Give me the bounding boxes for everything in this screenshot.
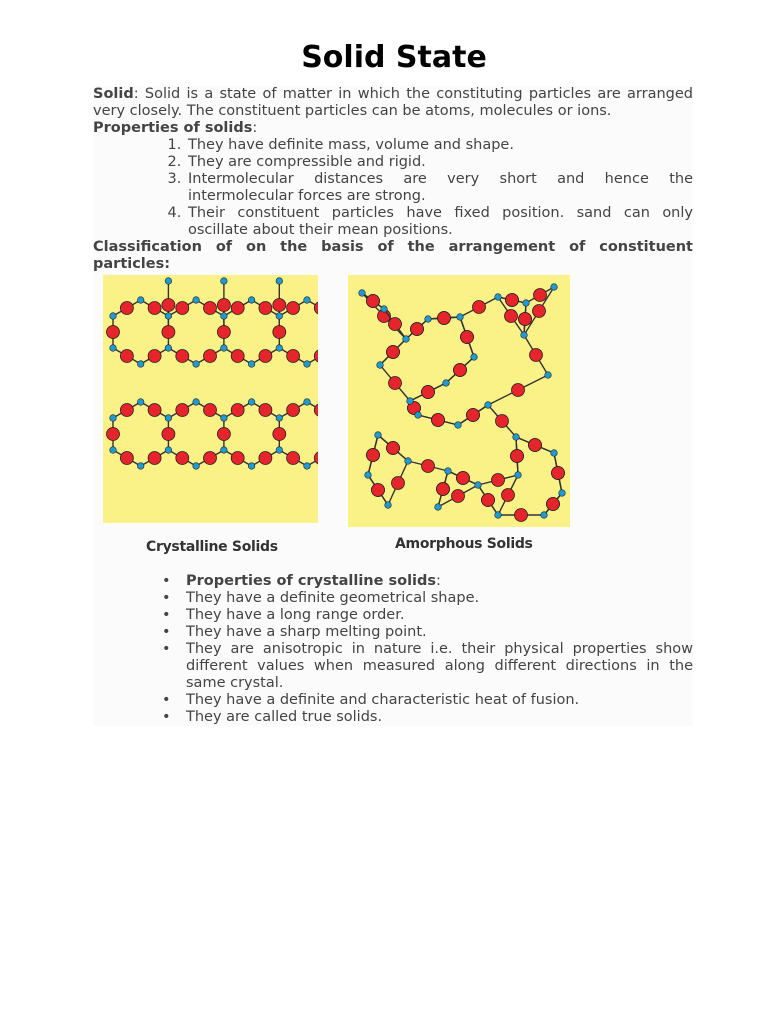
blue-atom (385, 502, 392, 509)
blue-atom (523, 300, 530, 307)
red-atom (492, 474, 505, 487)
red-atom (162, 326, 175, 339)
page-title: Solid State (301, 40, 487, 75)
red-atom (287, 302, 300, 315)
red-atom (547, 498, 560, 511)
red-atom (530, 349, 543, 362)
blue-atom (276, 415, 283, 422)
red-atom (204, 350, 217, 363)
list-item: • They are called true solids. (186, 709, 693, 726)
properties-heading-colon: : (252, 120, 258, 136)
red-atom (217, 326, 230, 339)
red-atom (259, 404, 272, 417)
red-atom (259, 302, 272, 315)
blue-atom (165, 447, 172, 454)
red-atom (454, 364, 467, 377)
blue-atom (110, 447, 117, 454)
blue-atom (137, 297, 144, 304)
red-atom (411, 323, 424, 336)
red-atom (231, 350, 244, 363)
blue-atom (193, 399, 200, 406)
blue-atom (445, 468, 452, 475)
blue-atom (403, 336, 410, 343)
blue-atom (137, 463, 144, 470)
blue-atom (435, 504, 442, 511)
red-atom (372, 484, 385, 497)
red-atom (148, 302, 161, 315)
blue-atom (475, 482, 482, 489)
red-atom (505, 310, 518, 323)
red-atom (367, 449, 380, 462)
list-item: 3. Intermolecular distances are very short and hence the intermolecular forces are strong. (186, 171, 693, 205)
red-atom (438, 312, 451, 325)
intro-text: : Solid is a state of matter in which the constituting particles are arranged very closely. The constituent particles can be atoms, molecules or ions. (93, 86, 693, 119)
red-atom (502, 489, 515, 502)
red-atom (217, 299, 230, 312)
red-atom (461, 331, 474, 344)
list-item: 1. They have definite mass, volume and shape. (186, 137, 693, 154)
list-item (186, 573, 693, 590)
blue-atom (545, 372, 552, 379)
red-atom (519, 313, 532, 326)
red-atom (473, 301, 486, 314)
blue-atom (443, 380, 450, 387)
crystalline-properties-list (93, 573, 693, 726)
blue-atom (248, 463, 255, 470)
red-atom (392, 477, 405, 490)
blue-atom (551, 284, 558, 291)
list-item: • They have a definite and characteristic heat of fusion. (186, 692, 693, 709)
blue-atom (375, 432, 382, 439)
amorphous-structure-illustration (348, 275, 570, 527)
blue-atom (110, 415, 117, 422)
red-atom (204, 452, 217, 465)
red-atom (287, 350, 300, 363)
blue-atom (381, 306, 388, 313)
red-atom (515, 509, 528, 522)
red-atom (506, 294, 519, 307)
blue-atom (485, 402, 492, 409)
red-atom (231, 404, 244, 417)
red-atom (107, 428, 120, 441)
blue-atom (165, 415, 172, 422)
list-item: 4. Their constituent particles have fixed position. sand can only oscillate about their mean positions. (186, 205, 693, 239)
blue-atom (365, 472, 372, 479)
blue-atom (515, 472, 522, 479)
crystalline-caption: Crystalline Solids (146, 539, 278, 555)
red-atom (273, 299, 286, 312)
list-item: • They have a sharp melting point. (186, 624, 693, 641)
red-atom (452, 490, 465, 503)
blue-atom (221, 345, 228, 352)
blue-atom (425, 316, 432, 323)
red-atom (120, 452, 133, 465)
red-atom (273, 428, 286, 441)
blue-atom (304, 399, 311, 406)
properties-list (93, 137, 693, 239)
amorphous-caption: Amorphous Solids (395, 536, 533, 552)
red-atom (148, 350, 161, 363)
blue-atom (110, 313, 117, 320)
red-atom (422, 386, 435, 399)
red-atom (437, 483, 450, 496)
blue-atom (471, 354, 478, 361)
blue-atom (248, 361, 255, 368)
red-atom (534, 289, 547, 302)
blue-atom (455, 422, 462, 429)
crystalline-structure-illustration (103, 275, 318, 523)
blue-atom (559, 490, 566, 497)
amorphous-diagram (348, 275, 570, 527)
red-atom (231, 302, 244, 315)
blue-atom (415, 412, 422, 419)
red-atom (148, 452, 161, 465)
blue-atom (276, 278, 283, 285)
crystalline-heading-colon: : (436, 573, 441, 589)
blue-atom (541, 512, 548, 519)
red-atom (162, 299, 175, 312)
red-atom (287, 404, 300, 417)
blue-atom (495, 294, 502, 301)
blue-atom (248, 399, 255, 406)
blue-atom (405, 458, 412, 465)
blue-atom (193, 297, 200, 304)
blue-atom (193, 361, 200, 368)
intro-paragraph (93, 86, 693, 120)
blue-atom (221, 447, 228, 454)
red-atom (176, 302, 189, 315)
blue-atom (110, 345, 117, 352)
crystalline-diagram (103, 275, 318, 523)
red-atom (107, 326, 120, 339)
list-item: • They have a long range order. (186, 607, 693, 624)
red-atom (389, 377, 402, 390)
red-atom (162, 428, 175, 441)
red-atom (259, 452, 272, 465)
red-atom (231, 452, 244, 465)
red-atom (367, 295, 380, 308)
list-item: 2. They are compressible and rigid. (186, 154, 693, 171)
red-atom (552, 467, 565, 480)
properties-heading (93, 120, 693, 137)
crystalline-heading: Properties of crystalline solids (186, 573, 437, 589)
blue-atom (137, 399, 144, 406)
red-atom (287, 452, 300, 465)
red-atom (432, 414, 445, 427)
blue-atom (304, 463, 311, 470)
blue-atom (137, 361, 144, 368)
red-atom (533, 305, 546, 318)
red-atom (204, 302, 217, 315)
blue-atom (304, 297, 311, 304)
blue-atom (513, 434, 520, 441)
blue-atom (276, 313, 283, 320)
blue-atom (276, 447, 283, 454)
red-atom (148, 404, 161, 417)
blue-atom (495, 512, 502, 519)
blue-atom (221, 415, 228, 422)
blue-atom (457, 314, 464, 321)
red-atom (176, 452, 189, 465)
red-atom (176, 350, 189, 363)
blue-atom (276, 345, 283, 352)
properties-heading-text: Properties of solids (93, 120, 253, 136)
document-body (93, 86, 693, 726)
red-atom (496, 415, 509, 428)
red-atom (482, 494, 495, 507)
red-atom (511, 450, 524, 463)
blue-atom (165, 313, 172, 320)
red-atom (389, 318, 402, 331)
red-atom (217, 428, 230, 441)
red-atom (273, 326, 286, 339)
blue-atom (165, 345, 172, 352)
blue-atom (221, 278, 228, 285)
intro-term: Solid (93, 86, 134, 102)
red-atom (387, 442, 400, 455)
blue-atom (221, 313, 228, 320)
classification-heading: Classification of on the basis of the arrangement of constituent particles: (93, 239, 693, 272)
blue-atom (304, 361, 311, 368)
red-atom (467, 409, 480, 422)
red-atom (204, 404, 217, 417)
red-atom (176, 404, 189, 417)
red-atom (529, 439, 542, 452)
red-atom (387, 346, 400, 359)
red-atom (120, 350, 133, 363)
red-atom (259, 350, 272, 363)
blue-atom (165, 278, 172, 285)
figure-row (93, 273, 693, 573)
blue-atom (551, 450, 558, 457)
red-atom (422, 460, 435, 473)
blue-atom (248, 297, 255, 304)
red-atom (512, 384, 525, 397)
list-item: • They are anisotropic in nature i.e. their physical properties show different values when measured along different directions in the same crystal. (186, 641, 693, 692)
red-atom (120, 404, 133, 417)
blue-atom (359, 290, 366, 297)
red-atom (120, 302, 133, 315)
blue-atom (377, 362, 384, 369)
red-atom (457, 472, 470, 485)
blue-atom (407, 398, 414, 405)
blue-atom (521, 332, 528, 339)
blue-atom (193, 463, 200, 470)
list-item: • They have a definite geometrical shape. (186, 590, 693, 607)
